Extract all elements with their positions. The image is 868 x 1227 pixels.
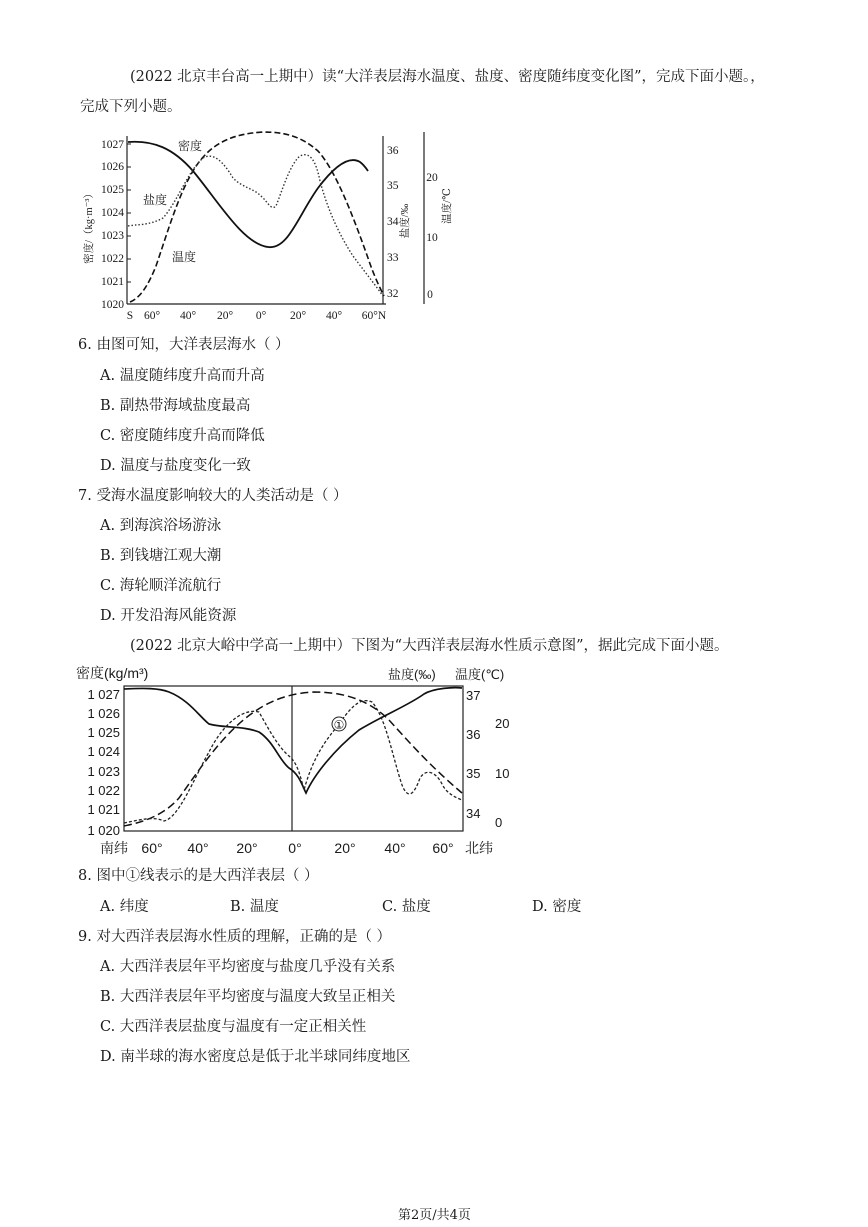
temperature-axis-label: 温度/℃ (442, 188, 453, 224)
intro-1-line2: 完成下列小题。 (80, 99, 182, 115)
question-9-option-b[interactable]: B. 大西洋表层年平均密度与温度大致呈正相关 (100, 989, 396, 1005)
question-9-stem: 9. 对大西洋表层海水性质的理解，正确的是（ ） (78, 929, 392, 945)
question-8-option-b[interactable]: B. 温度 (230, 899, 279, 915)
question-8-stem: 8. 图中①线表示的是大西洋表层（ ） (78, 868, 319, 884)
salinity-curve (128, 155, 383, 296)
salinity-curve (124, 701, 462, 823)
density-tick: 1 022 (87, 783, 120, 798)
x-label-south: 南纬 (100, 840, 128, 856)
x-tick: 40° (179, 310, 197, 322)
salinity-tick: 35 (466, 766, 481, 781)
temperature-tick: 20 (495, 716, 510, 731)
x-tick: S (126, 310, 134, 322)
temperature-axis-label: 温度(℃) (455, 667, 505, 682)
salinity-tick: 35 (387, 180, 399, 192)
density-tick: 1 026 (87, 706, 120, 721)
question-7-option-b[interactable]: B. 到钱塘江观大潮 (100, 548, 222, 564)
x-label-north: 北纬 (465, 840, 493, 856)
temperature-tick: 0 (427, 289, 433, 301)
question-6-stem: 6. 由图可知，大洋表层海水（ ） (78, 337, 290, 353)
salinity-tick: 36 (466, 727, 481, 742)
x-tick: 40° (187, 840, 209, 856)
question-6-option-c[interactable]: C. 密度随纬度升高而降低 (100, 428, 265, 444)
x-tick: 20° (334, 840, 356, 856)
density-tick: 1024 (101, 207, 124, 219)
density-tick: 1020 (101, 299, 124, 311)
x-tick: 60° (141, 840, 163, 856)
density-tick: 1025 (101, 184, 124, 196)
temperature-tick: 10 (495, 766, 510, 781)
temperature-curve (124, 692, 462, 826)
x-tick: 20° (236, 840, 258, 856)
density-tick: 1026 (101, 161, 124, 173)
temperature-curve (130, 132, 384, 302)
x-tick: 20° (289, 310, 307, 322)
salinity-tick: 36 (387, 145, 399, 157)
figure-1-ocean-surface-properties (78, 126, 453, 326)
question-9-option-c[interactable]: C. 大西洋表层盐度与温度有一定正相关性 (100, 1019, 367, 1035)
question-7-option-a[interactable]: A. 到海滨浴场游泳 (100, 518, 222, 534)
temperature-tick: 0 (495, 815, 503, 830)
question-6-option-d[interactable]: D. 温度与盐度变化一致 (100, 458, 251, 474)
figure-2-atlantic-surface-properties (74, 660, 524, 860)
density-tick: 1 023 (87, 764, 120, 779)
salinity-tick: 32 (387, 288, 399, 300)
density-tick: 1 027 (87, 687, 120, 702)
salinity-axis-label: 盐度/‰ (400, 203, 411, 239)
question-8-option-d[interactable]: D. 密度 (532, 899, 582, 915)
marker-1-label: ① (333, 718, 345, 732)
question-7-stem: 7. 受海水温度影响较大的人类活动是（ ） (78, 488, 348, 504)
intro-1-line1: (2022 北京丰台高一上期中）读“大洋表层海水温度、盐度、密度随纬度变化图”，完成下面小题。， (130, 69, 765, 85)
salinity-tick: 33 (387, 252, 399, 264)
question-8-option-c[interactable]: C. 盐度 (382, 899, 431, 915)
salinity-curve-label: 盐度 (143, 193, 168, 207)
density-tick: 1027 (101, 139, 124, 151)
question-7-option-c[interactable]: C. 海轮顺洋流航行 (100, 578, 222, 594)
question-6-option-b[interactable]: B. 副热带海域盐度最高 (100, 398, 251, 414)
temperature-tick: 10 (426, 232, 438, 244)
x-tick: 60°N (361, 310, 387, 322)
x-tick: 60° (143, 310, 161, 322)
temperature-tick: 20 (426, 172, 438, 184)
salinity-tick: 34 (387, 216, 399, 228)
density-axis-label: 密度(kg/m³) (76, 665, 149, 681)
density-tick: 1 024 (87, 744, 120, 759)
question-8-option-a[interactable]: A. 纬度 (100, 899, 149, 915)
density-curve-label: 密度 (178, 139, 203, 153)
density-tick: 1 025 (87, 725, 120, 740)
temperature-curve-label: 温度 (172, 250, 197, 264)
salinity-axis-label: 盐度(‰) (388, 667, 436, 682)
salinity-tick: 37 (466, 688, 481, 703)
x-tick: 0° (255, 310, 267, 322)
question-9-option-d[interactable]: D. 南半球的海水密度总是低于北半球同纬度地区 (100, 1049, 411, 1065)
density-tick: 1023 (101, 230, 124, 242)
x-tick: 0° (288, 840, 302, 856)
intro-2: (2022 北京大峪中学高一上期中）下图为“大西洋表层海水性质示意图”，据此完成下面小题。 (130, 638, 729, 654)
density-tick: 1 021 (87, 802, 120, 817)
density-tick: 1 020 (87, 823, 120, 838)
salinity-tick: 34 (466, 806, 481, 821)
question-6-option-a[interactable]: A. 温度随纬度升高而升高 (100, 368, 265, 384)
x-tick: 60° (432, 840, 454, 856)
question-7-option-d[interactable]: D. 开发沿海风能资源 (100, 608, 237, 624)
x-tick: 20° (216, 310, 234, 322)
density-curve (124, 688, 462, 793)
question-9-option-a[interactable]: A. 大西洋表层年平均密度与盐度几乎没有关系 (100, 959, 396, 975)
density-axis-label: 密度/（kg·m⁻³） (84, 188, 95, 264)
x-tick: 40° (325, 310, 343, 322)
x-tick: 40° (384, 840, 406, 856)
page-number: 第2页/共4页 (398, 1208, 471, 1223)
density-tick: 1021 (101, 276, 124, 288)
density-tick: 1022 (101, 253, 124, 265)
